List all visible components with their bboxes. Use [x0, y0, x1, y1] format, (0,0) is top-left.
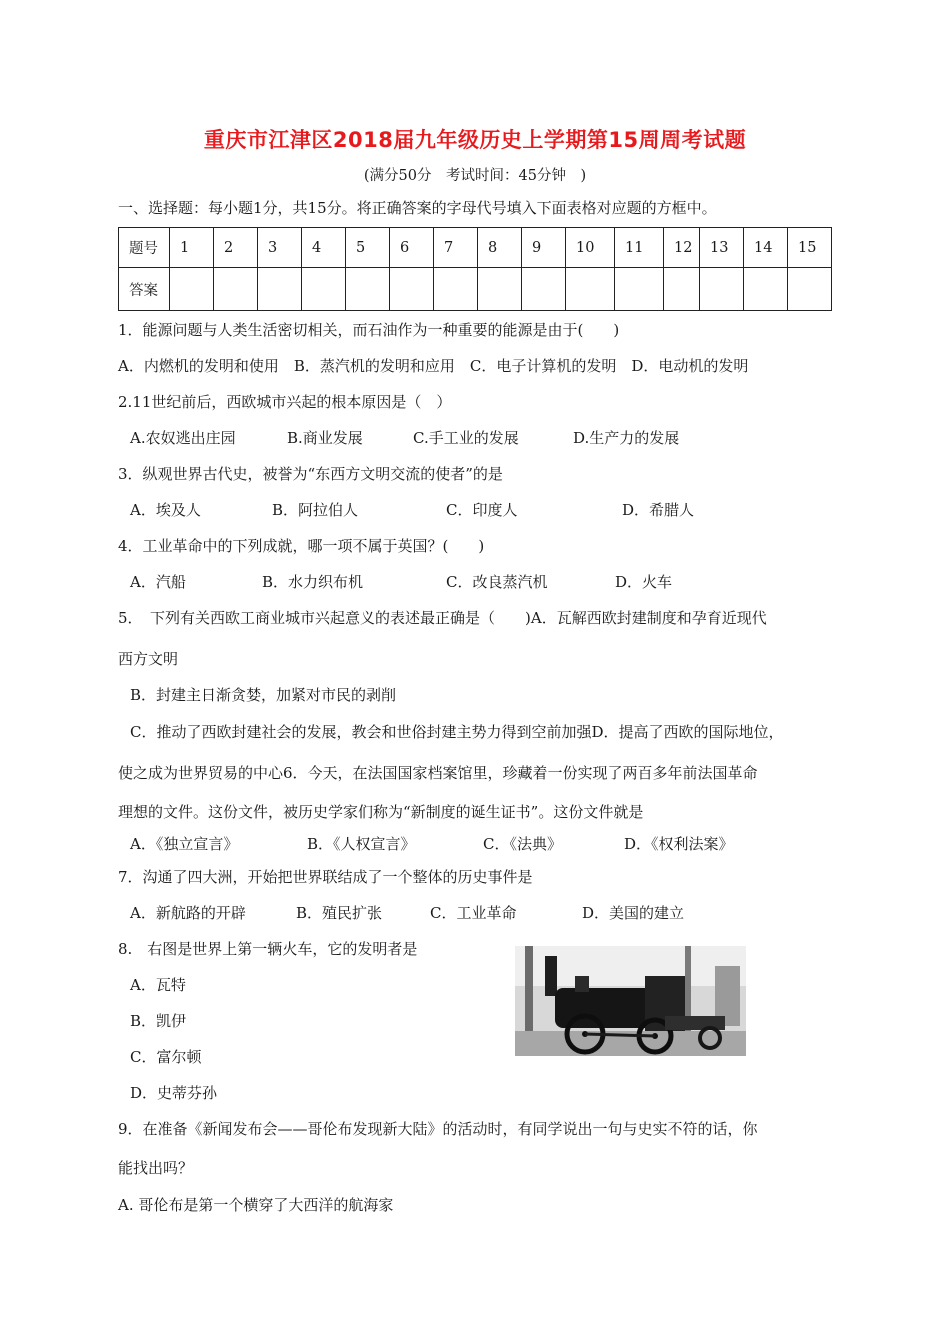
question-4-option-b: B．水力织布机	[262, 573, 364, 591]
question-7-option-d: D．美国的建立	[582, 904, 685, 922]
question-3-option-a: A．埃及人	[130, 501, 201, 519]
question-4-option-a: A．汽船	[130, 573, 186, 591]
table-cell: 11	[615, 228, 664, 268]
question-6-option-a: A．《独立宣言》	[130, 835, 239, 853]
question-8-option-d: D．史蒂芬孙	[130, 1084, 218, 1102]
row-label-number: 题号	[119, 228, 170, 268]
answer-cell[interactable]	[434, 268, 478, 311]
answer-table	[118, 227, 832, 311]
table-cell: 6	[390, 228, 434, 268]
question-6-line-2: 理想的文件。这份文件，被历史学家们称为“新制度的诞生证书”。这份文件就是	[118, 803, 644, 821]
question-5-option-d-cont: 使之成为世界贸易的中心6．今天，在法国国家档案馆里，珍藏着一份实现了两百多年前法国革命	[118, 764, 758, 782]
question-7-option-c: C．工业革命	[430, 904, 517, 922]
answer-cell[interactable]	[522, 268, 566, 311]
question-8-stem: 8. 右图是世界上第一辆火车，它的发明者是	[118, 940, 418, 958]
question-6-option-c: C．《法典》	[483, 835, 562, 853]
question-3-stem: 3．纵观世界古代史，被誉为“东西方文明交流的使者”的是	[118, 465, 503, 483]
answer-cell[interactable]	[664, 268, 700, 311]
question-5-option-c: C．推动了西欧封建社会的发展，教会和世俗封建主势力得到空前加强D．提高了西欧的国际地位，	[130, 723, 784, 741]
table-cell: 4	[302, 228, 346, 268]
answer-cell[interactable]	[170, 268, 214, 311]
question-4-stem: 4．工业革命中的下列成就，哪一项不属于英国？( )	[118, 537, 485, 555]
section-heading: 一、选择题：每小题1分，共15分。将正确答案的字母代号填入下面表格对应题的方框中。	[118, 199, 717, 217]
question-7-option-b: B．殖民扩张	[296, 904, 383, 922]
answer-cell[interactable]	[302, 268, 346, 311]
question-4-option-d: D．火车	[615, 573, 673, 591]
locomotive-illustration	[515, 946, 746, 1056]
answer-cell[interactable]	[615, 268, 664, 311]
answer-cell[interactable]	[214, 268, 258, 311]
table-cell: 12	[664, 228, 700, 268]
answer-cell[interactable]	[744, 268, 788, 311]
question-9-line-2: 能找出吗？	[118, 1159, 194, 1177]
table-cell: 8	[478, 228, 522, 268]
table-row-answers	[119, 268, 832, 311]
table-cell: 7	[434, 228, 478, 268]
answer-cell[interactable]	[390, 268, 434, 311]
table-cell: 9	[522, 228, 566, 268]
question-5-option-b: B．封建主日渐贪婪，加紧对市民的剥削	[130, 686, 397, 704]
table-cell: 5	[346, 228, 390, 268]
answer-cell[interactable]	[700, 268, 744, 311]
question-9-option-a: A. 哥伦布是第一个横穿了大西洋的航海家	[118, 1196, 394, 1214]
question-1-stem: 1．能源问题与人类生活密切相关，而石油作为一种重要的能源是由于( )	[118, 321, 620, 339]
question-7-option-a: A．新航路的开辟	[130, 904, 246, 922]
table-cell: 3	[258, 228, 302, 268]
question-5-line-1: 5． 下列有关西欧工商业城市兴起意义的表述最正确是（ )A．瓦解西欧封建制度和孕育近现代	[118, 609, 767, 627]
question-9-line-1: 9．在准备《新闻发布会——哥伦布发现新大陆》的活动时，有同学说出一句与史实不符的话，你	[118, 1120, 758, 1138]
question-6-option-d: D．《权利法案》	[624, 835, 734, 853]
question-8-option-a: A．瓦特	[130, 976, 186, 994]
question-2-stem: 2.11世纪前后，西欧城市兴起的根本原因是（ ）	[118, 393, 452, 411]
page-title: 重庆市江津区2018届九年级历史上学期第15周周考试题	[203, 128, 747, 152]
answer-cell[interactable]	[788, 268, 832, 311]
question-2-option-a: A.农奴逃出庄园	[130, 429, 236, 447]
table-cell: 15	[788, 228, 832, 268]
question-8-option-c: C．富尔顿	[130, 1048, 202, 1066]
answer-cell[interactable]	[566, 268, 615, 311]
question-5-line-2: 西方文明	[118, 650, 179, 668]
question-2-option-c: C.手工业的发展	[413, 429, 519, 447]
question-1-options: A．内燃机的发明和使用 B．蒸汽机的发明和应用 C．电子计算机的发明 D．电动机的发明	[118, 357, 749, 375]
question-3-option-b: B．阿拉伯人	[272, 501, 359, 519]
question-3-option-c: C．印度人	[446, 501, 518, 519]
row-label-answer: 答案	[119, 268, 170, 311]
question-6-option-b: B．《人权宣言》	[307, 835, 416, 853]
table-row-numbers	[119, 228, 832, 268]
table-cell: 10	[566, 228, 615, 268]
table-cell: 14	[744, 228, 788, 268]
answer-cell[interactable]	[346, 268, 390, 311]
locomotive-photo	[515, 946, 746, 1056]
answer-cell[interactable]	[478, 268, 522, 311]
question-7-stem: 7．沟通了四大洲，开始把世界联结成了一个整体的历史事件是	[118, 868, 533, 886]
question-2-option-d: D.生产力的发展	[573, 429, 680, 447]
question-2-option-b: B.商业发展	[287, 429, 363, 447]
answer-cell[interactable]	[258, 268, 302, 311]
table-cell: 1	[170, 228, 214, 268]
question-8-option-b: B．凯伊	[130, 1012, 187, 1030]
table-cell: 13	[700, 228, 744, 268]
question-4-option-c: C．改良蒸汽机	[446, 573, 548, 591]
table-cell: 2	[214, 228, 258, 268]
exam-info: (满分50分 考试时间：45分钟 )	[363, 168, 587, 184]
question-3-option-d: D．希腊人	[622, 501, 695, 519]
